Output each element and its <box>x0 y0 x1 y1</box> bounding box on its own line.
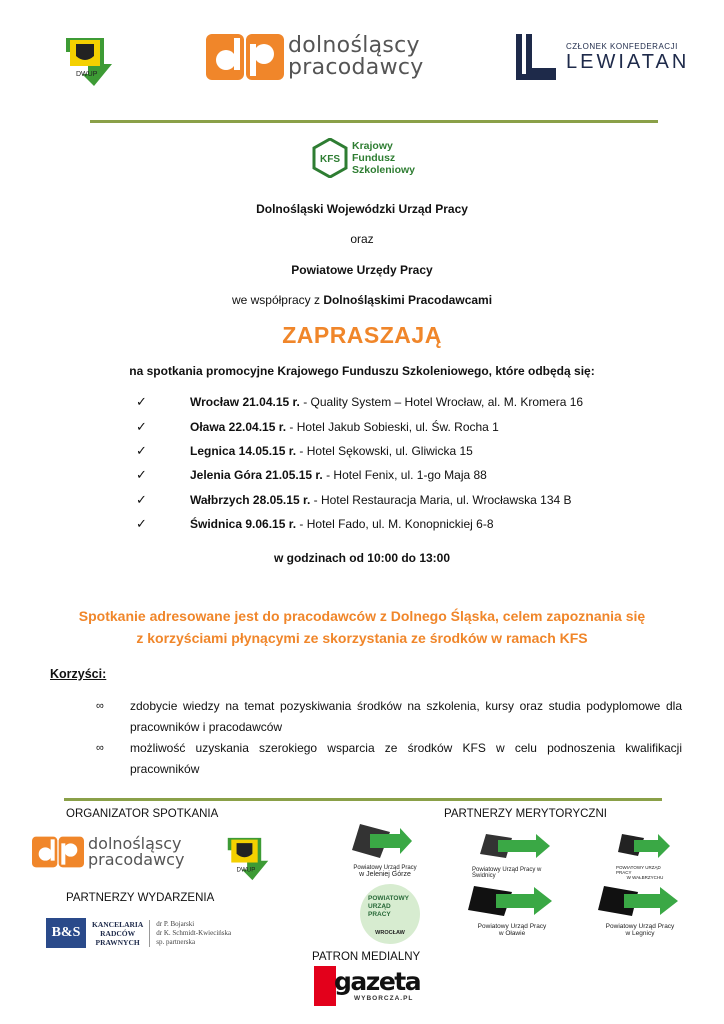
infinity-bullet-icon: ∞ <box>96 742 104 754</box>
benefits-list <box>96 696 682 780</box>
meetings-intro: na spotkania promocyjne Krajowego Funduszu Szkoleniowego, które odbędą się: <box>129 364 595 378</box>
pup-jelenia-line1: Powiatowy Urząd Pracy <box>353 865 417 871</box>
pup-jelenia-gora-logo <box>350 822 420 878</box>
check-icon: ✓ <box>136 491 147 507</box>
gazeta-wordmark: gazeta <box>334 967 421 996</box>
pup-arrow-icon <box>616 832 674 860</box>
benefit-text: zdobycie wiedzy na temat pozyskiwania środków na szkolenia, kursy oraz studia podyplomowe dla pracowników i pracodawców <box>130 699 682 734</box>
pup-walbrzych-line1: POWIATOWY URZĄD PRACY <box>616 865 661 875</box>
event-item <box>136 512 636 536</box>
organizer-title: ORGANIZATOR SPOTKANIA <box>66 808 219 820</box>
benefit-item <box>96 696 682 738</box>
cooperation-line <box>0 293 724 307</box>
event-date: Świdnica 9.06.15 r. <box>190 517 297 532</box>
audience-line-1: Spotkanie adresowane jest do pracodawców z Dolnego Śląska, celem zapoznania się <box>78 608 646 624</box>
kfs-line1: Krajowy <box>352 140 393 152</box>
organizer-dwup-text: DWUP <box>236 866 256 874</box>
event-venue: - Hotel Fado, ul. M. Konopnickiej 6-8 <box>296 517 494 532</box>
bs-name3: sp. partnerska <box>156 937 196 946</box>
event-venue: - Quality System – Hotel Wrocław, al. M. Kromera 16 <box>299 395 584 410</box>
pup-olawa-logo <box>464 884 560 937</box>
dwup-logo <box>64 34 114 90</box>
pup-wroclaw-line1: POWIATOWY <box>368 895 409 902</box>
dwup-logo-text: DWUP <box>76 71 98 78</box>
hours-line: w godzinach od 10:00 do 13:00 <box>273 551 451 565</box>
check-icon: ✓ <box>136 516 147 532</box>
lewiatan-big-text: LEWIATAN <box>566 50 690 73</box>
pup-arrow-icon <box>472 832 566 862</box>
kfs-line2: Fundusz <box>352 152 396 164</box>
pup-walbrzych-logo <box>616 832 674 880</box>
organizer-dp-logo <box>32 836 184 868</box>
event-item <box>136 414 636 438</box>
organizer-2: Powiatowe Urzędy Pracy <box>291 263 433 277</box>
pup-arrow-icon <box>596 884 684 918</box>
event-venue: - Hotel Fenix, ul. 1-go Maja 88 <box>322 468 487 483</box>
bs-mark: B&S <box>46 918 86 948</box>
pup-wroclaw-line4: WROCŁAW <box>375 930 405 936</box>
bs-line1: KANCELARIA <box>92 919 144 929</box>
kfs-logo <box>312 138 415 178</box>
benefit-text: możliwość uzyskania szerokiego wsparcia ze środków KFS w celu podnoszenia kwalifikacji pracowników <box>130 741 682 776</box>
bs-law-firm-logo <box>46 918 231 948</box>
bs-line2: RADCÓW <box>100 928 136 938</box>
event-venue: - Hotel Sękowski, ul. Gliwicka 15 <box>296 443 473 458</box>
cooperation-prefix: we współpracy z <box>231 293 320 307</box>
organizer-1: Dolnośląski Wojewódzki Urząd Pracy <box>256 202 468 216</box>
event-date: Wałbrzych 28.05.15 r. <box>190 492 311 507</box>
merit-partners-title: PARTNERZY MERYTORYCZNI <box>444 808 607 820</box>
benefit-item <box>96 738 682 780</box>
benefits-title: Korzyści: <box>50 667 107 681</box>
event-date: Jelenia Góra 21.05.15 r. <box>190 468 323 483</box>
pup-wroclaw-line2: URZĄD <box>368 903 391 910</box>
event-item <box>136 439 636 463</box>
conjunction-oraz: oraz <box>350 232 374 246</box>
pup-arrow-icon <box>350 822 420 860</box>
event-item <box>136 390 636 414</box>
dp-logo-mark <box>206 34 284 80</box>
check-icon: ✓ <box>136 442 147 458</box>
bs-name2: dr K. Schmidt-Kwiecińska <box>156 928 232 937</box>
invite-heading: ZAPRASZAJĄ <box>282 322 442 348</box>
pup-wroclaw-line3: PRACY <box>368 911 391 918</box>
pup-walbrzych-line2: W WAŁBRZYCHU <box>626 875 664 880</box>
bs-name1: dr P. Bojarski <box>156 919 195 928</box>
cooperation-partner: Dolnośląskimi Pracodawcami <box>323 293 493 307</box>
kfs-mark-text: KFS <box>320 154 340 165</box>
pup-legnica-line2: w Legnicy <box>625 930 655 937</box>
dolnoslascy-pracodawcy-logo <box>206 34 424 80</box>
pup-arrow-icon <box>464 884 560 918</box>
media-patron-title: PATRON MEDIALNY <box>312 951 421 963</box>
event-date: Legnica 14.05.15 r. <box>190 443 297 458</box>
dp-logo-mark-small <box>32 836 84 868</box>
audience-line-2: z korzyściami płynącymi ze skorzystania ze środków w ramach KFS <box>136 630 588 646</box>
pup-wroclaw-logo <box>360 884 420 944</box>
dp-logo-line2: pracodawcy <box>288 55 424 80</box>
pup-olawa-line2: w Oławie <box>498 930 526 937</box>
pup-swidnica-logo <box>472 832 566 879</box>
lewiatan-logo <box>514 34 689 80</box>
organizer-dwup-logo <box>226 834 270 884</box>
event-venue: - Hotel Restauracja Maria, ul. Wrocławska 134 B <box>310 492 572 507</box>
gazeta-subtitle: WYBORCZA.PL <box>354 995 414 1002</box>
event-date: Wrocław 21.04.15 r. <box>190 395 300 410</box>
event-date: Oława 22.04.15 r. <box>190 419 287 434</box>
footer-divider <box>64 798 662 801</box>
pup-legnica-line1: Powiatowy Urząd Pracy <box>605 923 675 930</box>
event-partners-title: PARTNERZY WYDARZENIA <box>66 892 215 904</box>
kfs-hexagon-icon <box>312 138 348 178</box>
check-icon: ✓ <box>136 467 147 483</box>
pup-legnica-logo <box>596 884 684 937</box>
pup-swidnica-text: Powiatowy Urząd Pracy w Świdnicy <box>472 867 542 879</box>
dp-logo-line1: dolnośląscy <box>288 33 420 58</box>
event-list <box>136 390 636 536</box>
event-item <box>136 488 636 512</box>
header-divider <box>90 120 658 123</box>
bs-line3: PRAWNYCH <box>95 937 140 947</box>
event-item <box>136 463 636 487</box>
lewiatan-mark-icon <box>514 34 558 80</box>
pup-jelenia-line2: w Jeleniej Górze <box>359 871 411 878</box>
pup-olawa-line1: Powiatowy Urząd Pracy <box>477 923 547 930</box>
organizer-dp-line1: dolnośląscy <box>88 834 182 853</box>
infinity-bullet-icon: ∞ <box>96 700 104 712</box>
check-icon: ✓ <box>136 394 147 410</box>
lewiatan-small-text: CZŁONEK KONFEDERACJI <box>566 41 678 51</box>
event-venue: - Hotel Jakub Sobieski, ul. Św. Rocha 1 <box>286 419 499 434</box>
gazeta-red-block <box>314 966 336 1006</box>
check-icon: ✓ <box>136 418 147 434</box>
organizer-dp-line2: pracodawcy <box>88 850 185 869</box>
kfs-line3: Szkoleniowy <box>352 164 416 176</box>
gazeta-wyborcza-logo <box>314 966 421 1006</box>
